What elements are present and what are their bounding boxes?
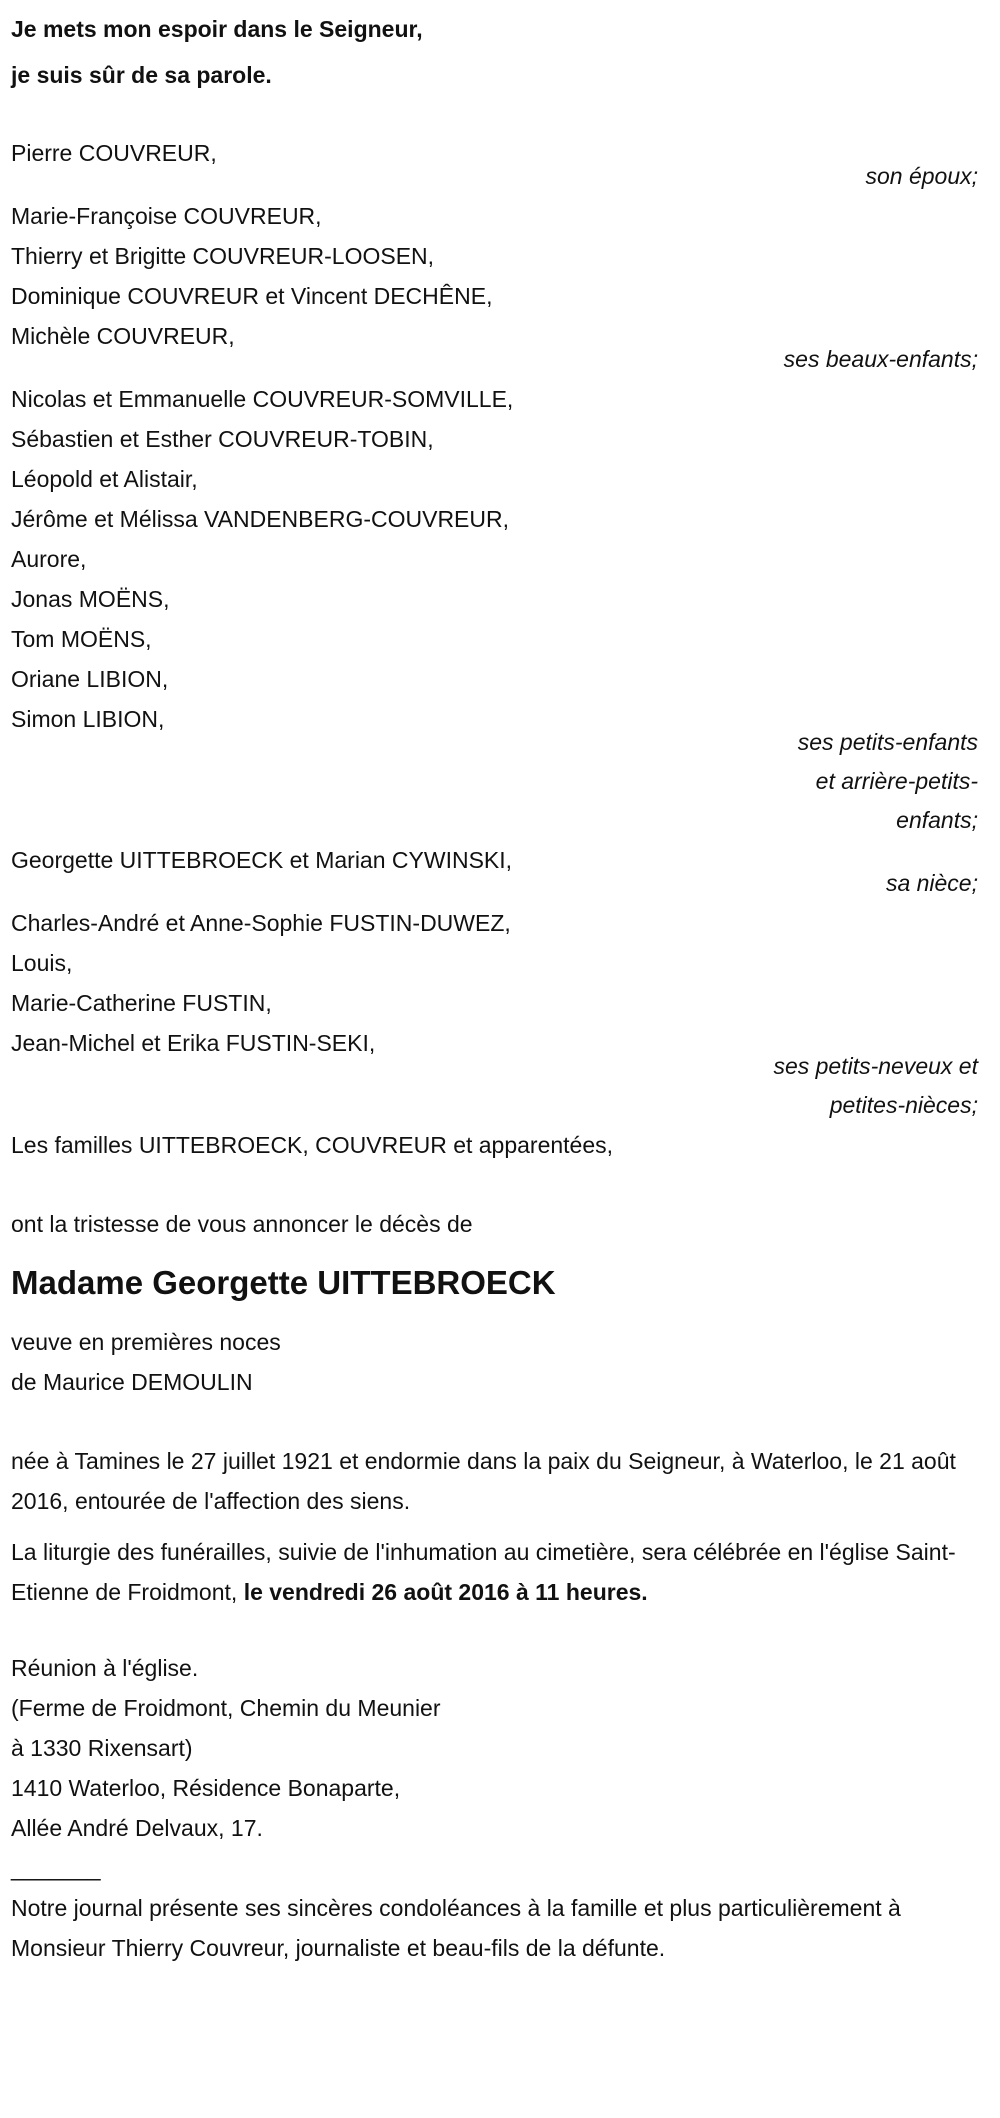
relationship-line: et arrière-petits- bbox=[815, 768, 978, 794]
funeral-date: le vendredi 26 août 2016 à 11 heures. bbox=[243, 1579, 648, 1605]
relationship-line: ses petits-neveux et bbox=[773, 1053, 978, 1079]
family-member: Marie-Françoise COUVREUR, bbox=[11, 203, 322, 229]
relationship-line: petites-nièces; bbox=[829, 1092, 978, 1118]
family-member: Nicolas et Emmanuelle COUVREUR-SOMVILLE, bbox=[11, 386, 514, 412]
relationship-line: ses petits-enfants bbox=[797, 729, 978, 755]
relationship-line: son époux; bbox=[865, 163, 978, 189]
family-group bbox=[11, 903, 978, 1125]
family-member: Michèle COUVREUR, bbox=[11, 323, 235, 349]
relationship-line: enfants; bbox=[896, 807, 978, 833]
meeting-line: Réunion à l'église. bbox=[11, 1655, 199, 1681]
meeting-line: à 1330 Rixensart) bbox=[11, 1735, 193, 1761]
family-member: Simon LIBION, bbox=[11, 706, 165, 732]
family-member: Thierry et Brigitte COUVREUR-LOOSEN, bbox=[11, 243, 435, 269]
widow-line: de Maurice DEMOULIN bbox=[11, 1369, 253, 1395]
meeting-info bbox=[11, 1648, 978, 1848]
family-member: Tom MOËNS, bbox=[11, 626, 152, 652]
family-member: Aurore, bbox=[11, 546, 87, 572]
birth-death-text: née à Tamines le 27 juillet 1921 et endormie dans la paix du Seigneur, à Waterloo, le 21 août 2016, entourée de l'affection des siens. bbox=[11, 1448, 956, 1514]
family-member: Jean-Michel et Erika FUSTIN-SEKI, bbox=[11, 1030, 376, 1056]
family-member: Charles-André et Anne-Sophie FUSTIN-DUWEZ, bbox=[11, 910, 511, 936]
relationship-line: ses beaux-enfants; bbox=[783, 346, 978, 372]
relationship-label bbox=[11, 723, 978, 840]
meeting-line: Allée André Delvaux, 17. bbox=[11, 1815, 263, 1841]
family-member: Sébastien et Esther COUVREUR-TOBIN, bbox=[11, 426, 434, 452]
family-member: Pierre COUVREUR, bbox=[11, 140, 217, 166]
family-member: Louis, bbox=[11, 950, 73, 976]
meeting-line: 1410 Waterloo, Résidence Bonaparte, bbox=[11, 1775, 401, 1801]
family-list bbox=[11, 133, 978, 1125]
family-member: Jérôme et Mélissa VANDENBERG-COUVREUR, bbox=[11, 506, 510, 532]
deceased-name: Madame Georgette UITTEBROECK bbox=[11, 1264, 556, 1301]
family-member: Jonas MOËNS, bbox=[11, 586, 170, 612]
family-group bbox=[11, 133, 978, 196]
relationship-line: sa nièce; bbox=[885, 870, 978, 896]
family-member: Georgette UITTEBROECK et Marian CYWINSKI, bbox=[11, 847, 513, 873]
separator: _______ bbox=[11, 1855, 101, 1881]
verse bbox=[11, 6, 978, 98]
family-group bbox=[11, 840, 978, 903]
family-member: Léopold et Alistair, bbox=[11, 466, 198, 492]
meeting-line: (Ferme de Froidmont, Chemin du Meunier bbox=[11, 1695, 441, 1721]
verse-line: je suis sûr de sa parole. bbox=[11, 62, 272, 88]
liturgy-text bbox=[11, 1532, 978, 1612]
widow-line: veuve en premières noces bbox=[11, 1329, 281, 1355]
family-member: Dominique COUVREUR et Vincent DECHÊNE, bbox=[11, 283, 493, 309]
condolences-text: Notre journal présente ses sincères condoléances à la famille et plus particulièrement à Monsieur Thierry Couvreur, journaliste et beau-fils de la défunte. bbox=[11, 1895, 901, 1961]
family-group bbox=[11, 196, 978, 379]
family-member: Marie-Catherine FUSTIN, bbox=[11, 990, 272, 1016]
announcement: ont la tristesse de vous annoncer le décès de bbox=[11, 1211, 473, 1237]
liturgy-text-main: La liturgie des funérailles, suivie de l'inhumation au cimetière, sera célébrée en l'église Saint-Etienne de Froidmont, bbox=[11, 1539, 956, 1605]
verse-line: Je mets mon espoir dans le Seigneur, bbox=[11, 16, 423, 42]
family-group bbox=[11, 379, 978, 840]
families-line: Les familles UITTEBROECK, COUVREUR et apparentées, bbox=[11, 1132, 614, 1158]
family-member: Oriane LIBION, bbox=[11, 666, 169, 692]
